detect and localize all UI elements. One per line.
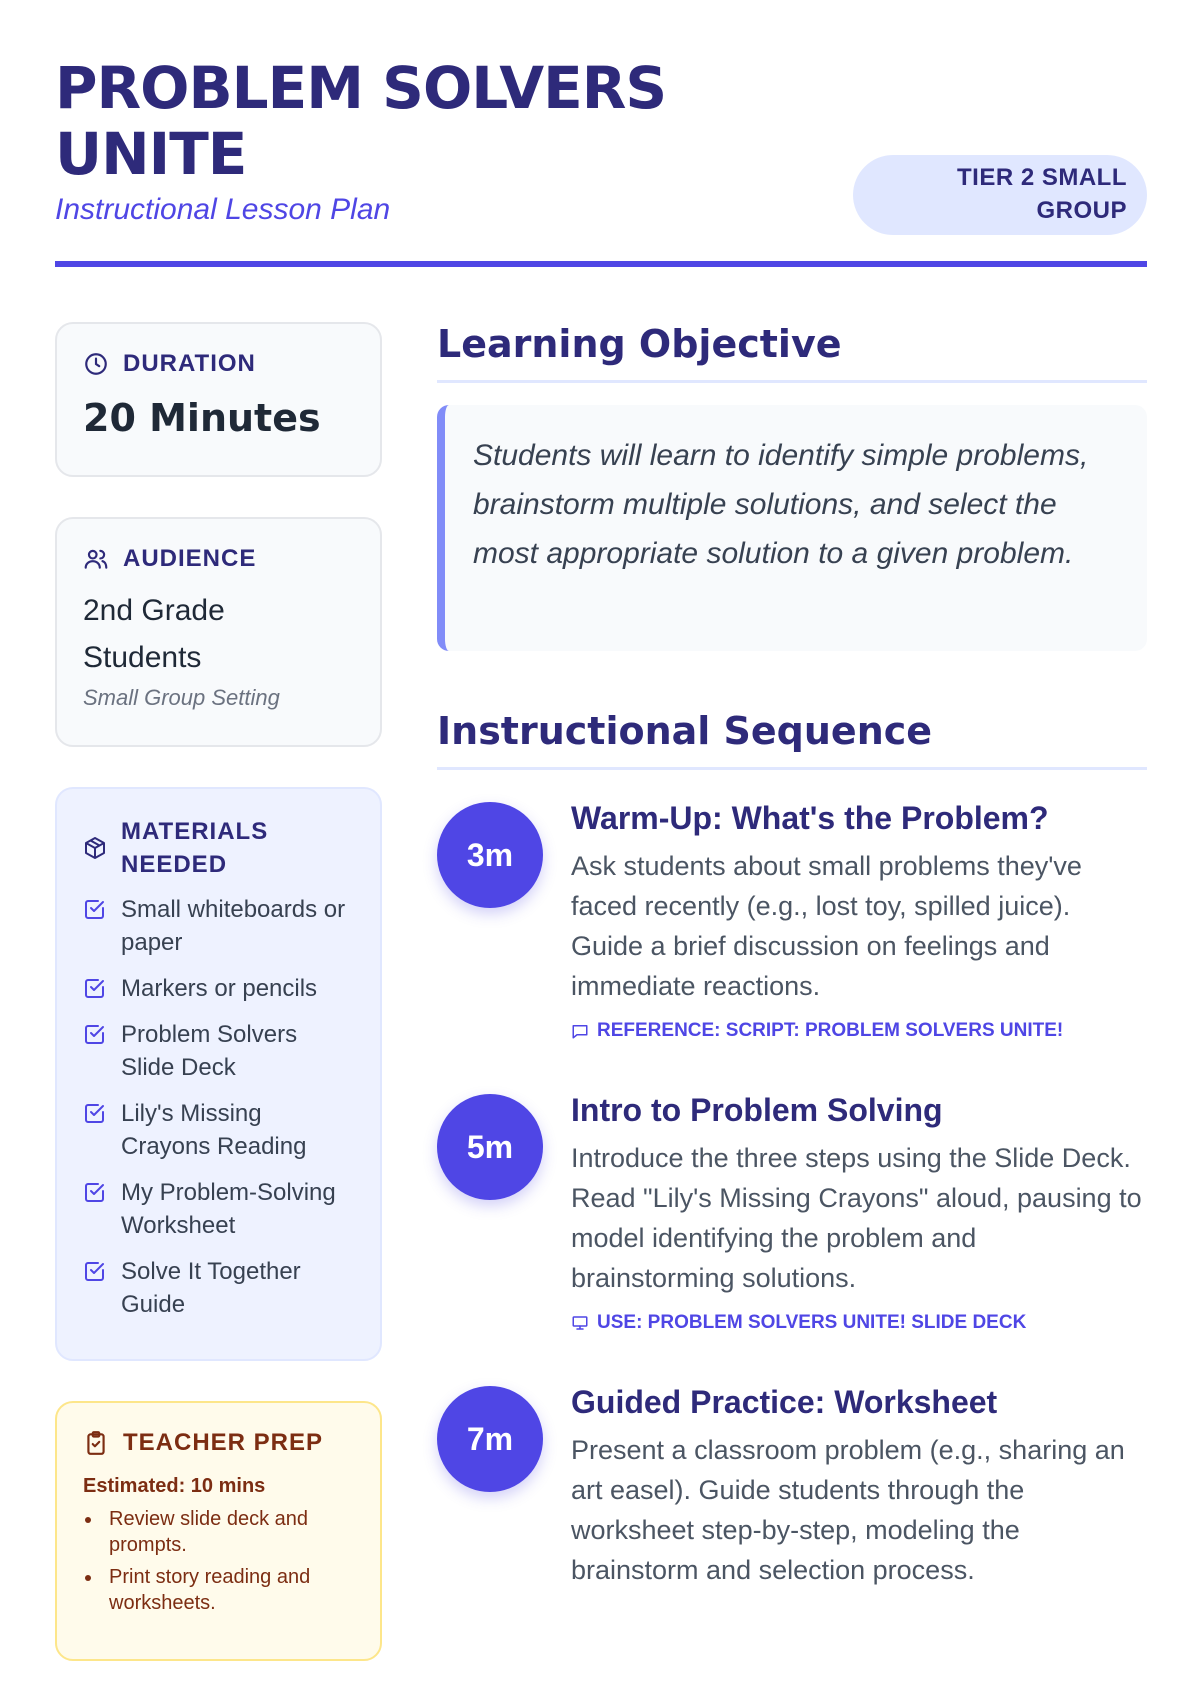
clock-icon (83, 351, 109, 377)
checkbox-icon (83, 976, 107, 1000)
step-time-badge: 5m (437, 1094, 543, 1200)
prep-label: TEACHER PREP (123, 1429, 324, 1456)
checkbox-icon (83, 1022, 107, 1046)
material-item (83, 1176, 354, 1242)
step-title: Guided Practice: Worksheet (571, 1384, 998, 1420)
objective-box (437, 405, 1147, 651)
teacher-prep-card (55, 1401, 382, 1661)
audience-value: 2nd Grade Students (83, 594, 225, 674)
material-item-label: Lily's Missing Crayons Reading (121, 1100, 307, 1160)
duration-card (55, 322, 382, 477)
sequence-heading: Instructional Sequence (437, 709, 1147, 770)
step-description: Present a classroom problem (e.g., sharing an art easel). Guide students through the worksheet step-by-step, modeling the brainstorm and selection process. (571, 1435, 1125, 1585)
material-item (83, 1097, 354, 1163)
duration-label: DURATION (123, 350, 256, 377)
materials-card (55, 787, 382, 1361)
audience-label: AUDIENCE (123, 545, 257, 572)
sequence-step (437, 1090, 1147, 1334)
prep-item: Review slide deck and prompts. (83, 1506, 354, 1558)
step-time-badge: 3m (437, 802, 543, 908)
clipboard-icon (83, 1430, 109, 1456)
checkbox-icon (83, 1259, 107, 1283)
audience-label-row (83, 545, 354, 573)
prep-list (83, 1506, 354, 1616)
material-item-label: My Problem-Solving Worksheet (121, 1179, 336, 1239)
duration-value: 20 Minutes (83, 396, 321, 440)
sequence-step (437, 1382, 1147, 1590)
materials-label: MATERIALS NEEDED (121, 818, 269, 878)
material-item (83, 1018, 354, 1084)
prep-item: Print story reading and worksheets. (83, 1564, 354, 1616)
materials-label-row (83, 815, 354, 881)
sidebar (55, 322, 382, 1701)
objective-heading: Learning Objective (437, 322, 1147, 383)
users-icon (83, 546, 109, 572)
step-description: Ask students about small problems they've faced recently (e.g., lost toy, spilled juice). Guide a brief discussion on feelings and immediate reactions. (571, 851, 1082, 1001)
monitor-icon (571, 1314, 589, 1332)
page-title: PROBLEM SOLVERS UNITE (55, 54, 667, 188)
package-icon (83, 836, 107, 860)
step-reference (571, 1312, 1147, 1334)
page-subtitle: Instructional Lesson Plan (55, 193, 391, 226)
page-header (55, 55, 1147, 267)
step-title: Intro to Problem Solving (571, 1092, 943, 1128)
material-item (83, 972, 354, 1005)
material-item-label: Small whiteboards or paper (121, 896, 346, 956)
material-item-label: Solve It Together Guide (121, 1258, 301, 1318)
step-description: Introduce the three steps using the Slide Deck. Read "Lily's Missing Crayons" aloud, pausing to model identifying the problem and brainstorming solutions. (571, 1143, 1142, 1293)
main-content (437, 322, 1147, 1590)
objective-text: Students will learn to identify simple problems, brainstorm multiple solutions, and select the most appropriate solution to a given problem. (473, 439, 1089, 570)
tier-badge: TIER 2 SMALL GROUP (853, 155, 1147, 235)
step-reference-label: REFERENCE: SCRIPT: PROBLEM SOLVERS UNITE! (597, 1020, 1064, 1041)
material-item-label: Problem Solvers Slide Deck (121, 1021, 298, 1081)
checkbox-icon (83, 897, 107, 921)
audience-card (55, 517, 382, 747)
step-reference-label: USE: PROBLEM SOLVERS UNITE! SLIDE DECK (597, 1312, 1027, 1333)
step-title: Warm-Up: What's the Problem? (571, 800, 1049, 836)
audience-note: Small Group Setting (83, 685, 280, 710)
step-reference (571, 1020, 1147, 1042)
prep-label-row (83, 1429, 354, 1457)
prep-estimate: Estimated: 10 mins (83, 1475, 266, 1497)
duration-label-row (83, 350, 354, 378)
material-item (83, 1255, 354, 1321)
message-icon (571, 1022, 589, 1040)
sequence-step (437, 798, 1147, 1042)
material-item-label: Markers or pencils (121, 975, 318, 1002)
materials-list (83, 893, 354, 1321)
material-item (83, 893, 354, 959)
step-time-badge: 7m (437, 1386, 543, 1492)
checkbox-icon (83, 1101, 107, 1125)
checkbox-icon (83, 1180, 107, 1204)
sequence-steps (437, 798, 1147, 1590)
